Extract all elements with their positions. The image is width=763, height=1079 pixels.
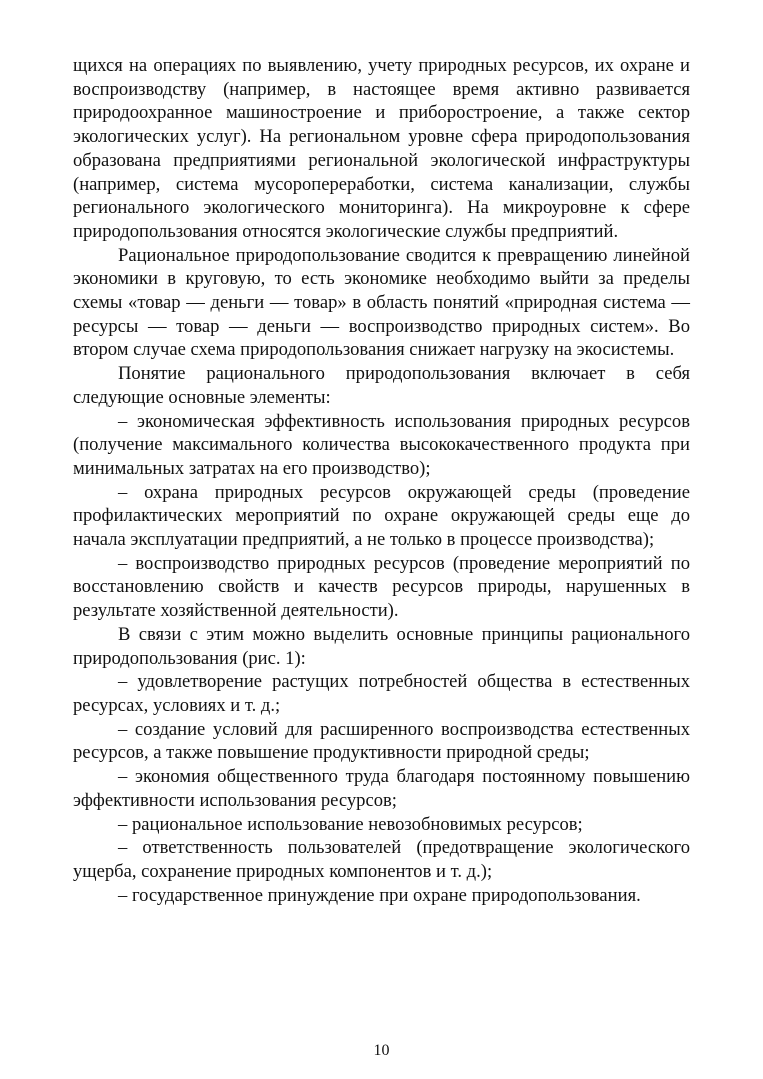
- list-item-needs-satisfaction: – удовлетворение растущих потребностей общества в естественных ресурсах, условиях и т. д.;: [73, 671, 690, 716]
- page-body: [73, 54, 690, 907]
- list-item-state-enforcement: – государственное принуждение при охране природопользования.: [118, 884, 641, 906]
- paragraph-principles-intro: В связи с этим можно выделить основные принципы рационального природопользования (рис. 1):: [73, 623, 690, 669]
- paragraph-rational-use: Рациональное природопользование сводится к превращению линейной экономики в круговую, то есть экономике необходимо выйти за пределы схемы «товар — деньги — товар» в область понятий «природная система — ресурсы — товар — деньги — воспроизводство природных систем». Во втором случае схема природопользования снижает нагрузку на экосистемы.: [73, 244, 690, 361]
- paragraph-elements-intro: Понятие рационального природопользования включает в себя следующие основные элементы:: [73, 363, 690, 408]
- list-item-user-responsibility: – ответственность пользователей (предотвращение экологического ущерба, сохранение природных компонентов и т. д.);: [73, 837, 690, 882]
- list-item-nonrenewable-use: – рациональное использование невозобновимых ресурсов;: [118, 813, 583, 835]
- paragraph-continuation: щихся на операциях по выявлению, учету природных ресурсов, их охране и воспроизводству (например, в настоящее время активно развивается природоохранное машиностроение и приборостроение, а также сектор экологических услуг). На региональном уровне сфера природопользования образована предприятиями региональной экологической инфраструктуры (например, система мусоропереработки, система канализации, службы регионального экологического мониторинга). На микроуровне к сфере природопользования относятся экологические службы предприятий.: [73, 55, 690, 242]
- page-number: 10: [373, 1042, 390, 1059]
- list-item-resource-reproduction: – воспроизводство природных ресурсов (проведение мероприятий по восстановлению свойств и качеств ресурсов природы, нарушенных в результате хозяйственной деятельности).: [73, 552, 690, 622]
- list-item-resource-protection: – охрана природных ресурсов окружающей среды (проведение профилактических мероприятий по охране окружающей среды еще до начала эксплуатации предприятий, а не только в процессе производства);: [73, 481, 690, 551]
- list-item-labor-economy: – экономия общественного труда благодаря постоянному повышению эффективности использования ресурсов;: [73, 766, 690, 811]
- list-item-economic-efficiency: – экономическая эффективность использования природных ресурсов (получение максимального количества высококачественного продукта при минимальных затратах на его производство);: [73, 410, 690, 479]
- list-item-reproduction-conditions: – создание условий для расширенного воспроизводства естественных ресурсов, а также повышение продуктивности природной среды;: [73, 718, 690, 764]
